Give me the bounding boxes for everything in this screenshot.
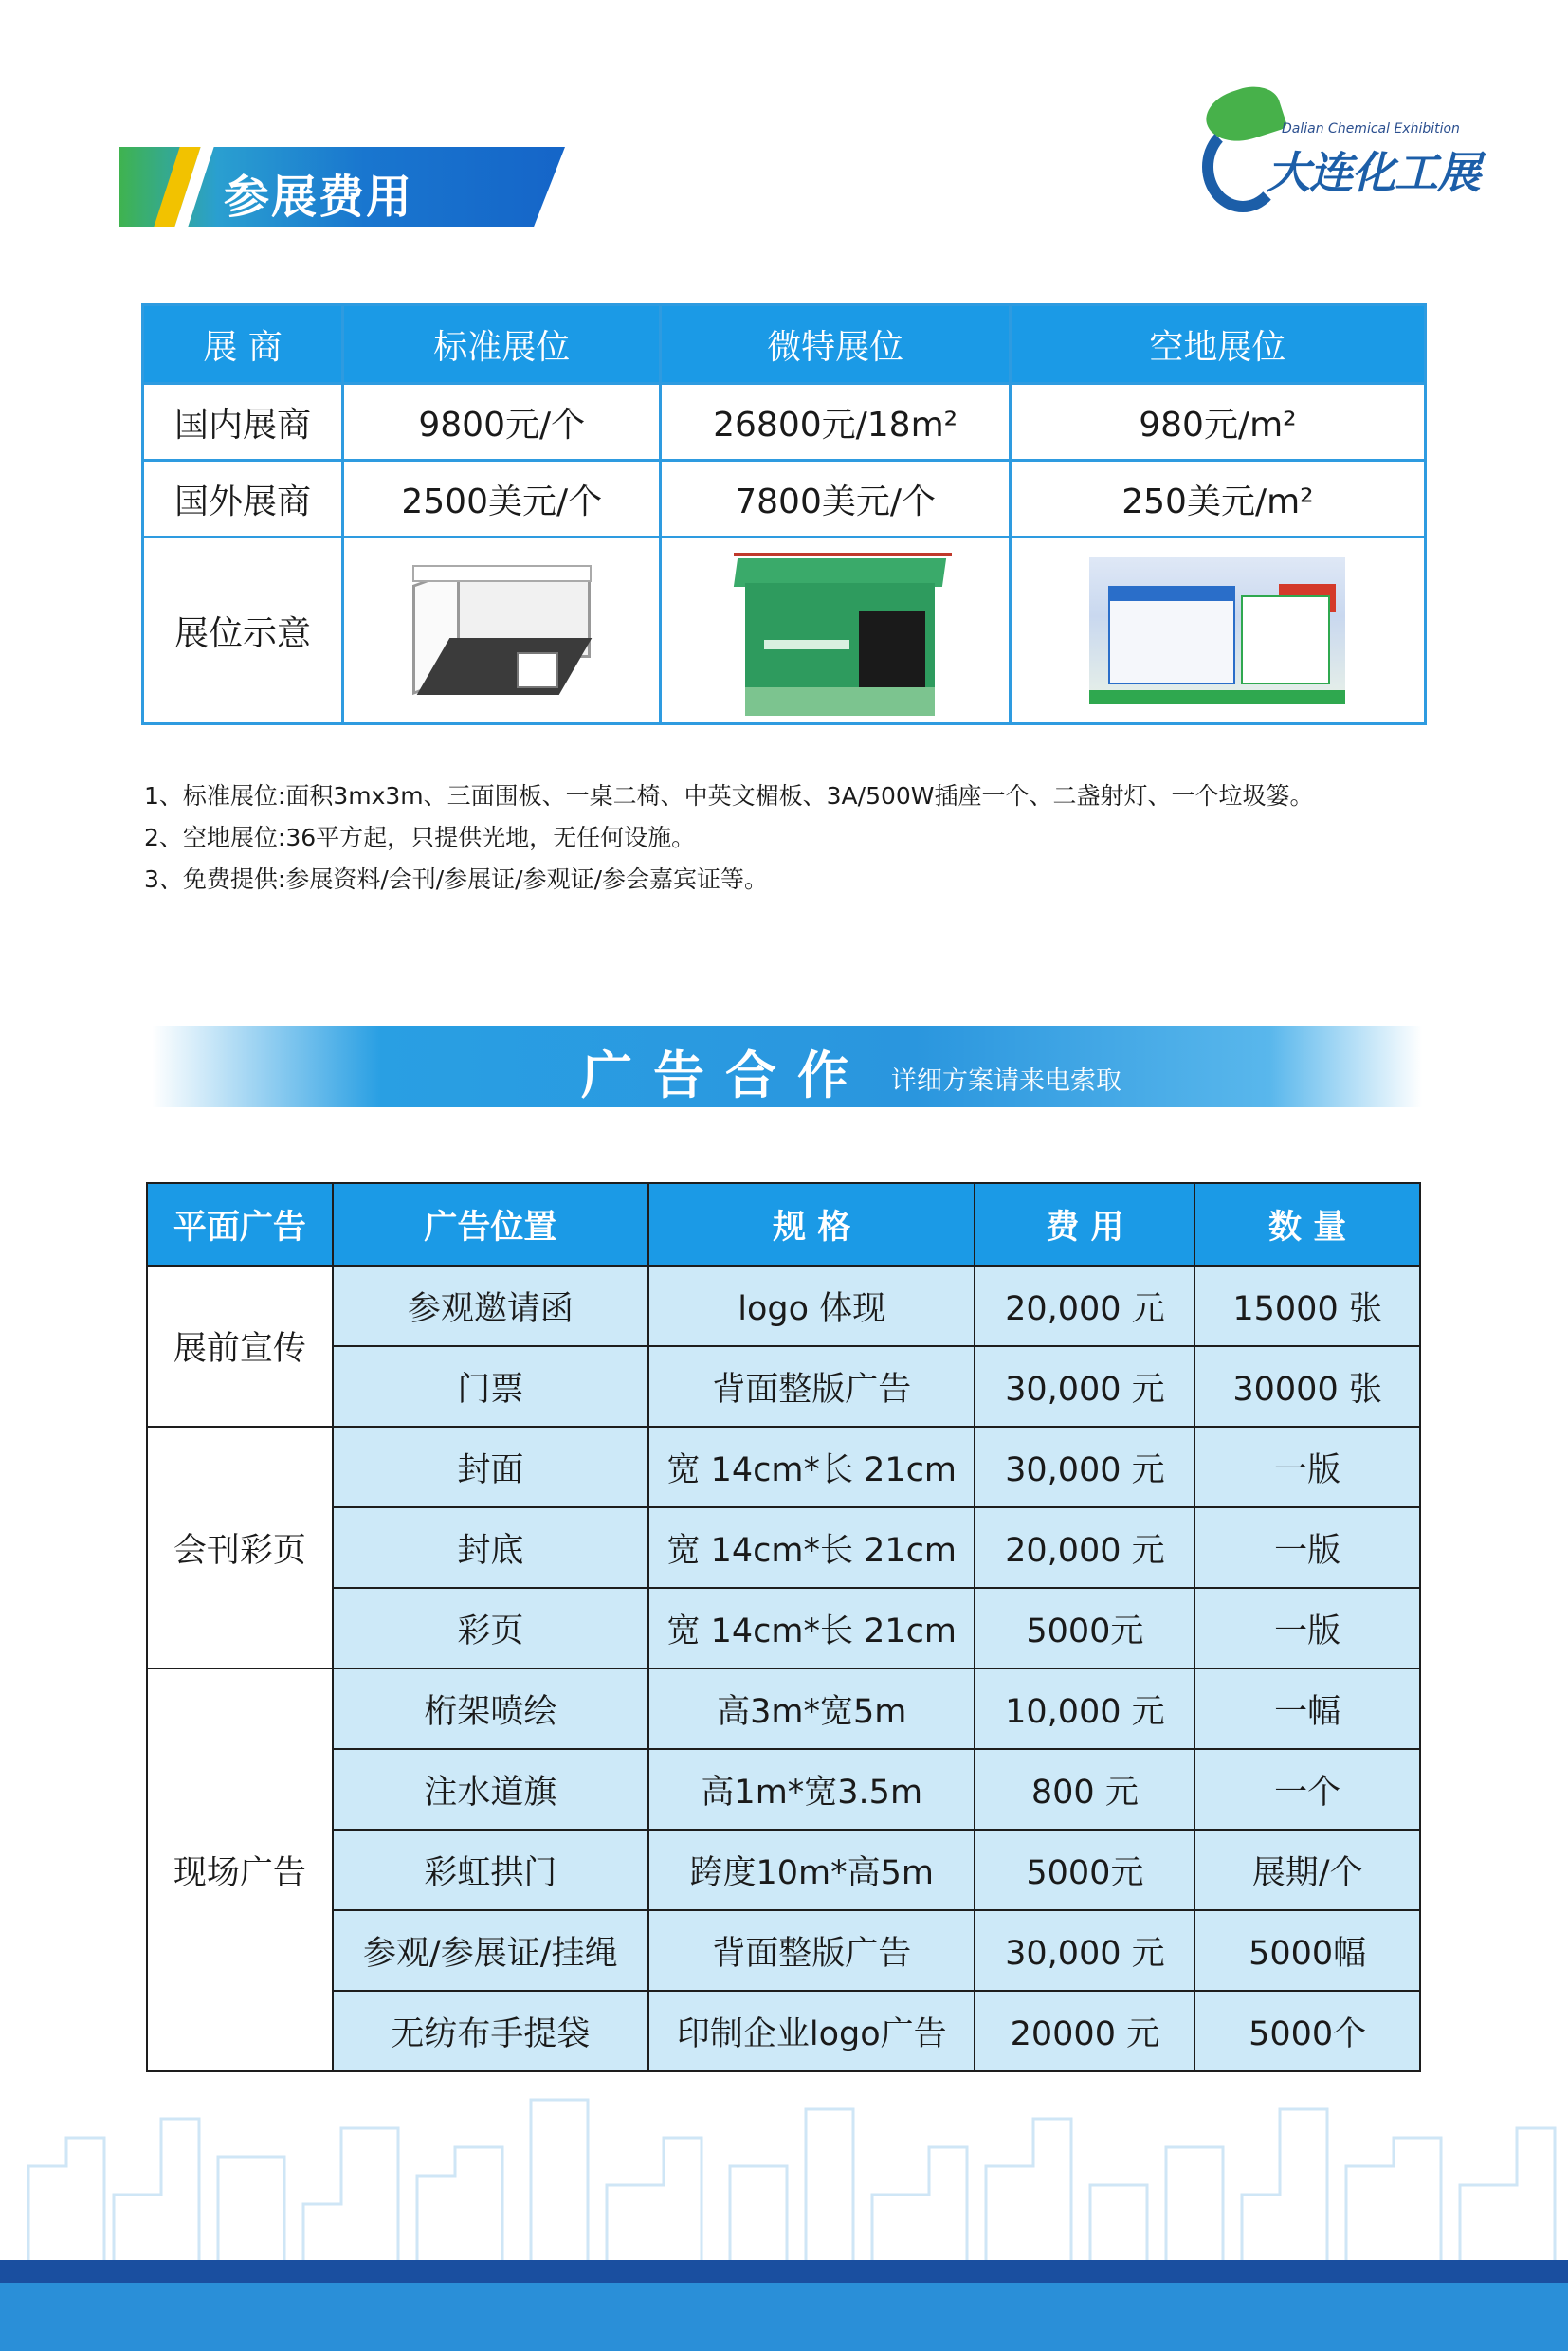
table-header-row xyxy=(147,1183,1420,1266)
row-label-illustration: 展位示意 xyxy=(143,538,343,724)
header-quantity: 数 量 xyxy=(1194,1183,1420,1266)
header-spec: 规 格 xyxy=(648,1183,975,1266)
ad-spec: 背面整版广告 xyxy=(648,1346,975,1427)
micro-booth-image-cell xyxy=(661,538,1010,724)
ad-spec: 高3m*宽5m xyxy=(648,1668,975,1749)
ad-quantity: 15000 张 xyxy=(1194,1266,1420,1346)
ad-fee: 30,000 元 xyxy=(975,1346,1194,1427)
domestic-space-price: 980元/m² xyxy=(1010,384,1425,461)
table-row xyxy=(143,461,1426,538)
section-header-advertising xyxy=(152,1026,1422,1107)
city-skyline-decoration xyxy=(0,2081,1568,2261)
ad-spec: 宽 14cm*长 21cm xyxy=(648,1588,975,1668)
ad-quantity: 一个 xyxy=(1194,1749,1420,1830)
foreign-space-price: 250美元/m² xyxy=(1010,461,1425,538)
row-label-foreign: 国外展商 xyxy=(143,461,343,538)
booth-fee-table xyxy=(141,303,1427,725)
micro-booth-image xyxy=(717,545,954,716)
section-header-fees xyxy=(119,147,565,227)
table-row xyxy=(147,1830,1420,1910)
table-row xyxy=(147,1991,1420,2071)
space-booth-image-cell xyxy=(1010,538,1425,724)
ad-position: 彩虹拱门 xyxy=(333,1830,648,1910)
header-ad-position: 广告位置 xyxy=(333,1183,648,1266)
ad-quantity: 展期/个 xyxy=(1194,1830,1420,1910)
header-space-booth: 空地展位 xyxy=(1010,305,1425,384)
ad-fee: 30,000 元 xyxy=(975,1910,1194,1991)
ad-fee: 10,000 元 xyxy=(975,1668,1194,1749)
ad-position: 封底 xyxy=(333,1507,648,1588)
ad-quantity: 一版 xyxy=(1194,1588,1420,1668)
logo-english-text: Dalian Chemical Exhibition xyxy=(1282,121,1460,137)
ad-fee: 20,000 元 xyxy=(975,1507,1194,1588)
ad-quantity: 30000 张 xyxy=(1194,1346,1420,1427)
exhibition-logo xyxy=(1196,83,1480,216)
table-row xyxy=(147,1588,1420,1668)
header-ad-type: 平面广告 xyxy=(147,1183,333,1266)
advertising-table xyxy=(146,1182,1421,2072)
table-row xyxy=(147,1266,1420,1346)
standard-booth-image xyxy=(405,557,599,704)
header-standard-booth: 标准展位 xyxy=(343,305,661,384)
header-exhibitor: 展 商 xyxy=(143,305,343,384)
ad-fee: 800 元 xyxy=(975,1749,1194,1830)
section-title: 广告合作 xyxy=(581,1045,869,1105)
section-subtitle: 详细方案请来电索取 xyxy=(891,1066,1121,1096)
ad-spec: 跨度10m*高5m xyxy=(648,1830,975,1910)
table-row xyxy=(147,1507,1420,1588)
ad-fee: 20000 元 xyxy=(975,1991,1194,2071)
ad-position: 无纺布手提袋 xyxy=(333,1991,648,2071)
table-row xyxy=(147,1668,1420,1749)
ad-quantity: 一版 xyxy=(1194,1507,1420,1588)
foreign-micro-price: 7800美元/个 xyxy=(661,461,1010,538)
ad-position: 彩页 xyxy=(333,1588,648,1668)
ad-position: 注水道旗 xyxy=(333,1749,648,1830)
category-cell: 会刊彩页 xyxy=(147,1427,333,1668)
ad-spec: 背面整版广告 xyxy=(648,1910,975,1991)
note-item: 1、标准展位:面积3mx3m、三面围板、一桌二椅、中英文楣板、3A/500W插座一个、二盏射灯、一个垃圾篓。 xyxy=(144,782,1314,810)
ad-fee: 20,000 元 xyxy=(975,1266,1194,1346)
section-title: 参展费用 xyxy=(224,171,414,224)
table-row xyxy=(147,1346,1420,1427)
standard-booth-image-cell xyxy=(343,538,661,724)
table-row xyxy=(143,538,1426,724)
ad-spec: logo 体现 xyxy=(648,1266,975,1346)
booth-notes xyxy=(144,775,1314,901)
table-row xyxy=(147,1910,1420,1991)
header-micro-booth: 微特展位 xyxy=(661,305,1010,384)
table-row xyxy=(147,1427,1420,1507)
ad-position: 参观邀请函 xyxy=(333,1266,648,1346)
ad-fee: 5000元 xyxy=(975,1830,1194,1910)
table-row xyxy=(143,384,1426,461)
domestic-standard-price: 9800元/个 xyxy=(343,384,661,461)
table-row xyxy=(147,1749,1420,1830)
table-header-row xyxy=(143,305,1426,384)
footer-bar-top xyxy=(0,2260,1568,2283)
ad-fee: 30,000 元 xyxy=(975,1427,1194,1507)
ad-fee: 5000元 xyxy=(975,1588,1194,1668)
row-label-domestic: 国内展商 xyxy=(143,384,343,461)
ad-quantity: 5000个 xyxy=(1194,1991,1420,2071)
ad-spec: 印制企业logo广告 xyxy=(648,1991,975,2071)
note-item: 3、免费提供:参展资料/会刊/参展证/参观证/参会嘉宾证等。 xyxy=(144,866,769,893)
ad-position: 封面 xyxy=(333,1427,648,1507)
ad-quantity: 5000幅 xyxy=(1194,1910,1420,1991)
ad-spec: 高1m*宽3.5m xyxy=(648,1749,975,1830)
ad-position: 门票 xyxy=(333,1346,648,1427)
footer-bar xyxy=(0,2260,1568,2351)
ad-quantity: 一幅 xyxy=(1194,1668,1420,1749)
ad-spec: 宽 14cm*长 21cm xyxy=(648,1427,975,1507)
ad-quantity: 一版 xyxy=(1194,1427,1420,1507)
logo-chinese-text: 大连化工展 xyxy=(1267,147,1480,198)
note-item: 2、空地展位:36平方起，只提供光地，无任何设施。 xyxy=(144,824,696,851)
foreign-standard-price: 2500美元/个 xyxy=(343,461,661,538)
header-fee: 费 用 xyxy=(975,1183,1194,1266)
domestic-micro-price: 26800元/18m² xyxy=(661,384,1010,461)
category-cell: 现场广告 xyxy=(147,1668,333,2071)
ad-position: 桁架喷绘 xyxy=(333,1668,648,1749)
category-cell: 展前宣传 xyxy=(147,1266,333,1427)
space-booth-photo xyxy=(1089,557,1345,704)
ad-spec: 宽 14cm*长 21cm xyxy=(648,1507,975,1588)
ad-position: 参观/参展证/挂绳 xyxy=(333,1910,648,1991)
